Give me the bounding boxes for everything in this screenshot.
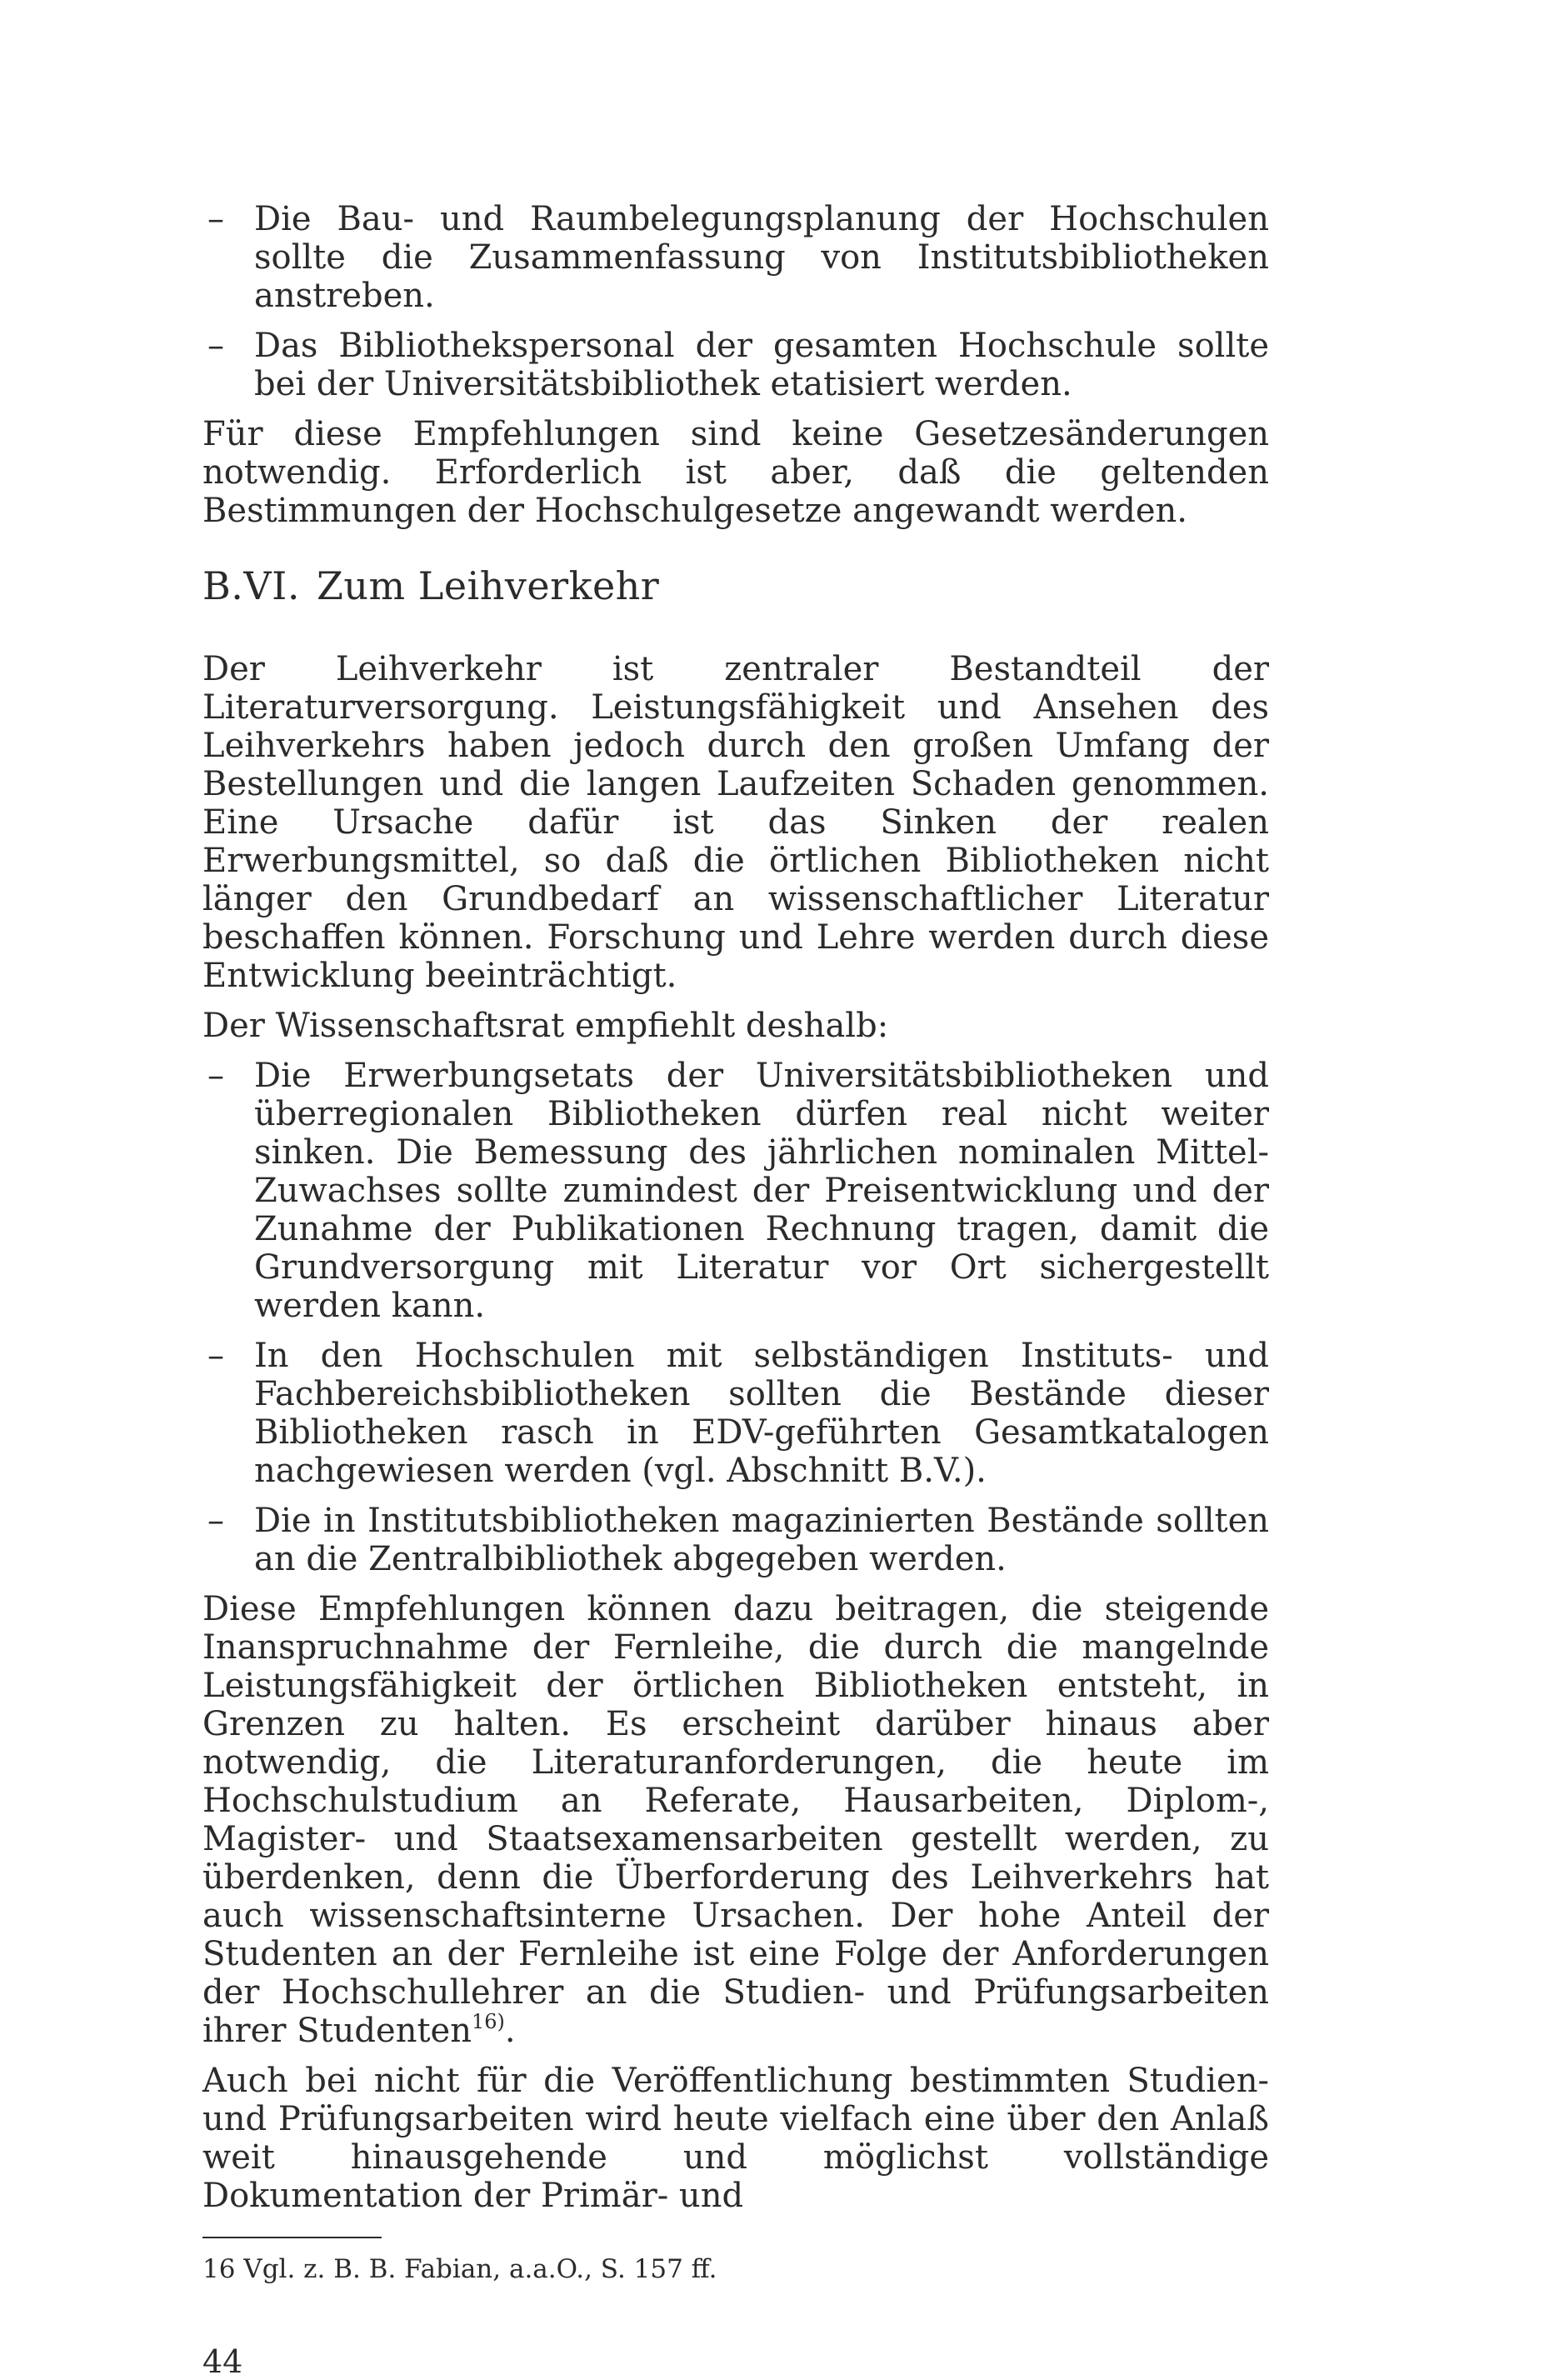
bullet-item xyxy=(202,200,1269,315)
bullet-text: Die Bau- und Raumbelegungsplanung der Hochschulen sollte die Zusammenfassung von Institutsbibliotheken anstreben. xyxy=(254,200,1269,315)
paragraph-fernleihe xyxy=(202,1590,1269,2050)
footnote-divider xyxy=(202,2237,382,2238)
recommendation-item xyxy=(202,1502,1269,1578)
recommendation-text: Die in Institutsbibliotheken magazinierten Bestände sollten an die Zentralbibliothek abgegeben werden. xyxy=(254,1502,1269,1578)
page-content xyxy=(202,200,1269,2380)
paragraph-empfiehlt: Der Wissenschaftsrat empfiehlt deshalb: xyxy=(202,1007,889,1045)
bullet-dash: – xyxy=(207,1502,224,1540)
bullet-item xyxy=(202,327,1269,403)
bullet-dash: – xyxy=(207,1057,224,1095)
paragraph-fernleihe-text: Diese Empfehlungen können dazu beitragen, die steigende Inanspruchnahme der Fernleihe, die durch die mangelnde Leistungsfähigkeit der örtlichen Bibliotheken entsteht, in Grenzen zu halten. Es erscheint darüber hinaus aber notwendig, die Literaturanforderungen, die heute im Hochschulstudium an Referate, Hausarbeiten, Diplom-, Magister- und Staatsexamensarbeiten gestellt werden, zu überdenken, denn die Überforderung des Leihverkehrs hat auch wissenschaftsinterne Ursachen. Der hohe Anteil der Studenten an der Fernleihe ist eine Folge der Anforderungen der Hochschullehrer an die Studien- und Prüfungsarbeiten ihrer Studenten xyxy=(202,1590,1269,2050)
footnote-text: 16 Vgl. z. B. B. Fabian, a.a.O., S. 157 ff. xyxy=(202,2254,717,2284)
page-number: 44 xyxy=(202,2343,243,2380)
bullet-text: Das Bibliothekspersonal der gesamten Hochschule sollte bei der Universitätsbibliothek etatisiert werden. xyxy=(254,327,1269,403)
footnote-reference[interactable]: 16) xyxy=(471,2010,505,2033)
section-heading xyxy=(202,563,1269,608)
bullet-dash: – xyxy=(207,327,224,365)
recommendation-text: Die Erwerbungsetats der Universitätsbibliotheken und überregionalen Bibliotheken dürfen real nicht weiter sinken. Die Bemessung des jährlichen nominalen Mittel-Zuwachses sollte zumindest der Preisentwicklung und der Zunahme der Publikationen Rechnung tragen, damit die Grundversorgung mit Literatur vor Ort sichergestellt werden kann. xyxy=(254,1057,1269,1325)
recommendation-item xyxy=(202,1337,1269,1490)
paragraph-intro: Der Leihverkehr ist zentraler Bestandteil der Literaturversorgung. Leistungsfähigkeit und Ansehen des Leihverkehrs haben jedoch durch den großen Umfang der Bestellungen und die langen Laufzeiten Schaden genommen. Eine Ursache dafür ist das Sinken der realen Erwerbungsmittel, so daß die örtlichen Bibliotheken nicht länger den Grundbedarf an wissenschaftlicher Literatur beschaffen können. Forschung und Lehre werden durch diese Entwicklung beeinträchtigt. xyxy=(202,650,1269,995)
paragraph-auch: Auch bei nicht für die Veröffentlichung bestimmten Studien- und Prüfungsarbeiten wird heute vielfach eine über den Anlaß weit hinausgehende und möglichst vollständige Dokumentation der Primär- und xyxy=(202,2062,1269,2215)
recommendation-text: In den Hochschulen mit selbständigen Instituts- und Fachbereichsbibliotheken sollten die Bestände dieser Bibliotheken rasch in EDV-geführten Gesamtkatalogen nachgewiesen werden (vgl. Abschnitt B.V.). xyxy=(254,1337,1269,1490)
recommendation-item xyxy=(202,1057,1269,1325)
section-number: B.VI. xyxy=(202,563,300,608)
bullet-dash: – xyxy=(207,1337,224,1375)
section-title: Zum Leihverkehr xyxy=(316,563,660,608)
paragraph-gesetz: Für diese Empfehlungen sind keine Gesetzesänderungen notwendig. Erforderlich ist aber, daß die geltenden Bestimmungen der Hochschulgesetze angewandt werden. xyxy=(202,415,1269,530)
bullet-dash: – xyxy=(207,200,224,238)
paragraph-fernleihe-end: . xyxy=(504,2012,516,2050)
